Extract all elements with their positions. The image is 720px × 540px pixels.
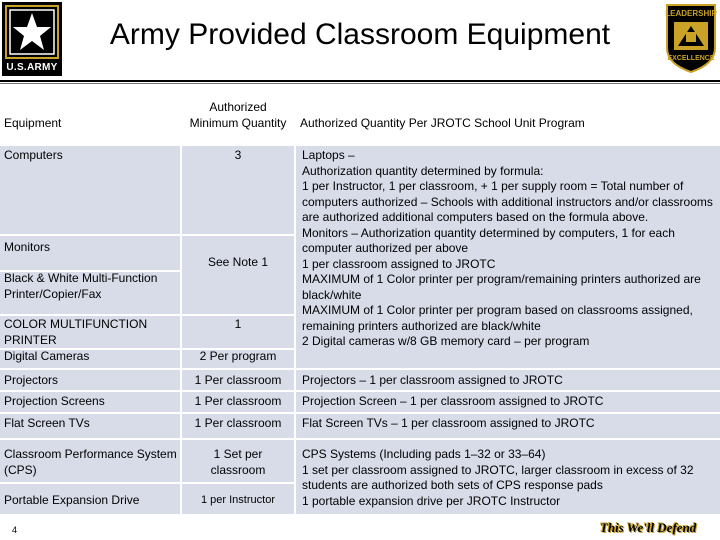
- equipment-projectors: Projectors: [4, 373, 59, 387]
- header-rule: [0, 80, 720, 82]
- crest-bottom-text: EXCELLENCE: [667, 55, 715, 62]
- header-rule-thin: [0, 83, 720, 84]
- jrotc-crest: [664, 2, 718, 79]
- qty-screens: 1 Per classroom: [194, 394, 282, 408]
- qty-cameras: 2 Per program: [199, 349, 277, 363]
- qty-tvs: 1 Per classroom: [194, 416, 282, 430]
- header-program-qty: Authorized Quantity Per JROTC School Unit Program: [300, 116, 585, 130]
- program-qty-main: Laptops – Authorization quantity determined by formula: 1 per Instructor, 1 per classroom, + 1 per supply room = Total number of computers authorized – Schools with additional instructors and/or classrooms are authorized additional computers based on the formula above. Monitors – Authorization quantity determined by computers, 1 for each computer authorized per above 1 per classroom assigned to JROTC MAXIMUM of 1 Color printer per program/remaining printers authorized are black/white MAXIMUM of 1 Color printer per program based on classrooms assigned, remaining printers authorized are black/white 2 Digital cameras w/8 GB memory card – per program: [302, 148, 713, 348]
- qty-cps: 1 Set per classroom: [210, 447, 266, 477]
- program-qty-projectors: Projectors – 1 per classroom assigned to JROTC: [302, 373, 563, 387]
- equipment-tvs: Flat Screen TVs: [4, 416, 90, 430]
- equipment-bw-printer: Black & White Multi-Function Printer/Copier/Fax: [4, 271, 158, 301]
- header-min-qty: Authorized Minimum Quantity: [189, 100, 287, 130]
- crest-top-text: LEADERSHIP: [665, 9, 717, 18]
- cell-bg: [182, 236, 294, 314]
- equipment-monitors: Monitors: [4, 240, 51, 254]
- page-title: Army Provided Classroom Equipment: [109, 18, 611, 51]
- qty-projectors: 1 Per classroom: [194, 373, 282, 387]
- equipment-color-printer: COLOR MULTIFUNCTION PRINTER: [4, 317, 148, 347]
- qty-computers: 3: [234, 148, 242, 162]
- slogan: This We'll Defend: [600, 520, 697, 535]
- program-qty-screens: Projection Screen – 1 per classroom assigned to JROTC: [302, 394, 604, 408]
- equipment-screens: Projection Screens: [4, 394, 105, 408]
- program-qty-cps: CPS Systems (Including pads 1–32 or 33–64) 1 set per classroom assigned to JROTC, larger classroom in excess of 32 students are authorized both sets of CPS response pads 1 portable expansion drive per JROTC Instructor: [302, 447, 694, 508]
- equipment-cps: Classroom Performance System (CPS): [4, 447, 177, 477]
- qty-color-printer: 1: [234, 317, 242, 331]
- equipment-drive: Portable Expansion Drive: [4, 493, 140, 507]
- page-number: 4: [12, 525, 18, 535]
- qty-monitors: See Note 1: [207, 255, 269, 269]
- program-qty-tvs: Flat Screen TVs – 1 per classroom assigned to JROTC: [302, 416, 595, 430]
- table-header-row: [0, 88, 720, 144]
- header-equipment: Equipment: [4, 116, 62, 130]
- qty-drive: 1 per Instructor: [201, 494, 275, 506]
- equipment-cameras: Digital Cameras: [4, 349, 90, 363]
- equipment-computers: Computers: [4, 148, 63, 162]
- army-logo-text: U.S.ARMY: [6, 62, 58, 73]
